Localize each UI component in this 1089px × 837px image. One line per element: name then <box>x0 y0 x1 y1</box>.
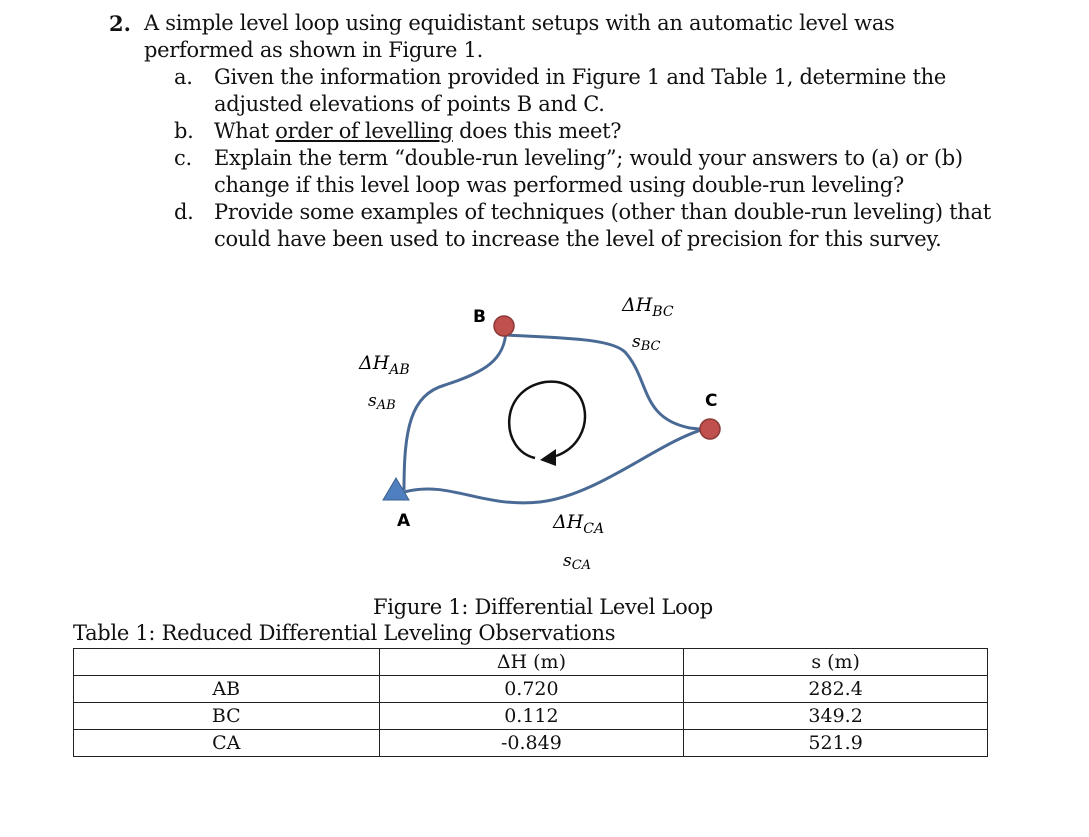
item-label: d. <box>174 200 194 224</box>
s-ca-label: sCA <box>563 551 592 573</box>
table-header-row <box>74 649 988 676</box>
table-row <box>74 703 988 730</box>
s-ab-label: sAB <box>368 391 396 413</box>
table-row <box>74 730 988 757</box>
segment-cell: CA <box>74 730 380 757</box>
item-label: a. <box>174 65 193 89</box>
item-text-pre: What <box>214 119 276 143</box>
s-bc-label: sBC <box>632 332 661 354</box>
header-cell: s (m) <box>684 649 988 676</box>
dh-cell: 0.112 <box>379 703 684 730</box>
item-text: Explain the term “double-run leveling”; would your answers to (a) or (b) change if this level loop was performed using double-run leveling? <box>214 146 963 197</box>
point-c-label: C <box>705 391 718 411</box>
point-c-marker <box>700 419 720 439</box>
point-b-marker <box>494 316 514 336</box>
segment-cell: BC <box>74 703 380 730</box>
question-number: 2. <box>109 11 131 36</box>
item-text-post: does this meet? <box>452 119 622 143</box>
table-row <box>74 676 988 703</box>
header-cell: ΔH (m) <box>379 649 684 676</box>
question-intro: A simple level loop using equidistant setups with an automatic level was performed as shown in Figure 1. <box>144 11 895 62</box>
arrow-head-icon <box>540 449 556 466</box>
loop-direction-arrow <box>509 382 585 458</box>
segment-cell: AB <box>74 676 380 703</box>
item-label: b. <box>174 119 194 143</box>
order-of-levelling-link: order of levelling <box>275 119 453 143</box>
dh-cell: 0.720 <box>379 676 684 703</box>
point-b-label: B <box>473 307 486 327</box>
item-text: Given the information provided in Figure 1 and Table 1, determine the adjusted elevations of points B and C. <box>214 65 946 116</box>
table-caption: Table 1: Reduced Differential Leveling Observations <box>73 621 616 645</box>
distance-cell: 521.9 <box>684 730 988 757</box>
dh-ca-label: $\Delta H_{CA}$ <box>553 511 605 537</box>
point-a-label: A <box>397 511 411 531</box>
loop-path-bc <box>506 335 708 430</box>
figure-caption: Figure 1: Differential Level Loop <box>373 595 713 619</box>
header-cell <box>74 649 380 676</box>
distance-cell: 349.2 <box>684 703 988 730</box>
observations-table <box>73 648 988 757</box>
dh-bc-label: $\Delta H_{BC}$ <box>622 294 674 320</box>
distance-cell: 282.4 <box>684 676 988 703</box>
item-text: Provide some examples of techniques (other than double-run leveling) that could have been used to increase the level of precision for this survey. <box>214 200 991 251</box>
dh-cell: -0.849 <box>379 730 684 757</box>
dh-ab-label: $\Delta H_{AB}$ <box>359 352 410 378</box>
item-label: c. <box>174 146 192 170</box>
loop-path-ab <box>404 330 506 490</box>
